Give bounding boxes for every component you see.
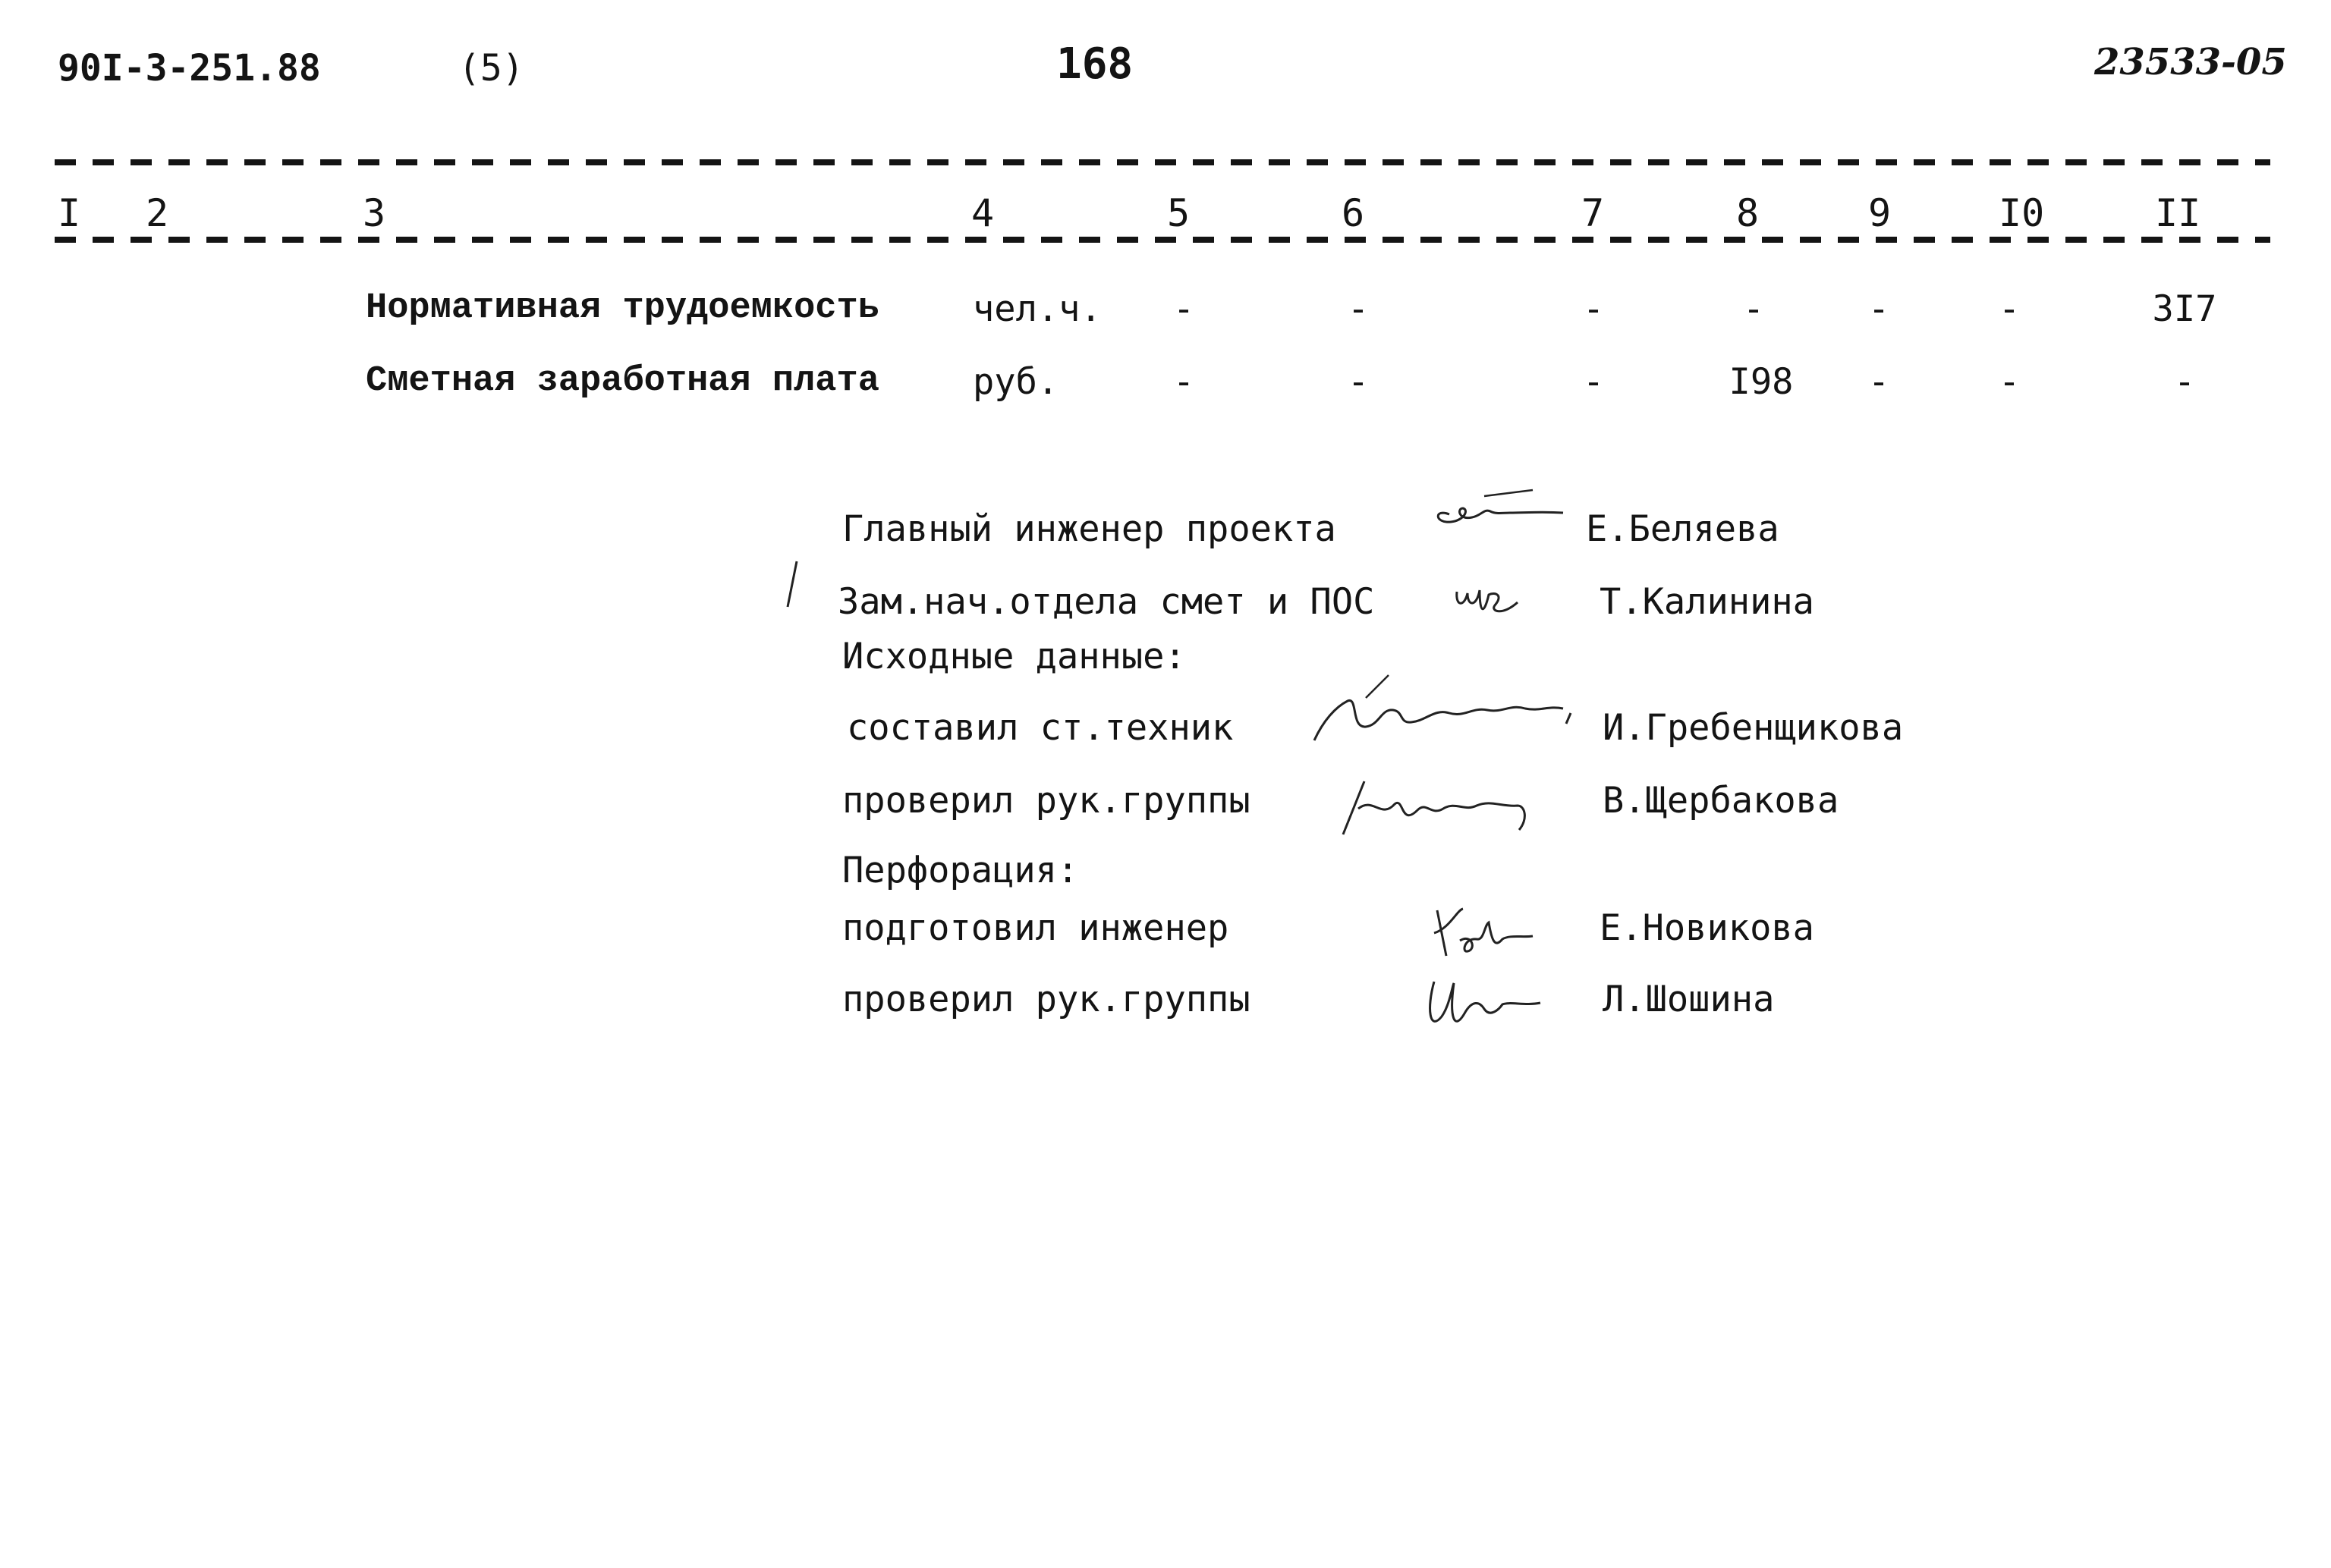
signature-novikova (1427, 895, 1540, 963)
column-number-1: I (58, 191, 81, 235)
signature-shcherbakova (1328, 766, 1540, 850)
column-number-5: 5 (1167, 191, 1191, 235)
column-number-10: I0 (1999, 191, 2045, 235)
signature-beliaeva (1419, 478, 1571, 539)
deputy-head-name: Т.Калинина (1600, 581, 1814, 623)
chief-engineer-name: Е.Беляева (1586, 508, 1779, 550)
column-number-4: 4 (971, 191, 995, 235)
signature-grebenshchikova (1305, 668, 1593, 751)
compiled-role: составил ст.техник (847, 707, 1234, 749)
table-top-rule (55, 159, 2270, 165)
table-cell: I98 (1729, 361, 1794, 403)
prepared-name: Е.Новикова (1600, 907, 1814, 949)
column-number-6: 6 (1342, 191, 1365, 235)
column-number-3: 3 (363, 191, 386, 235)
table-cell: - (1582, 288, 1605, 330)
table-cell: - (1742, 288, 1765, 330)
row-unit-wages: руб. (973, 361, 1059, 403)
column-number-9: 9 (1868, 191, 1892, 235)
table-cell: - (1998, 361, 2021, 403)
perforation-heading: Перфорация: (842, 850, 1079, 891)
table-cell: - (1172, 288, 1195, 330)
checked-2-name: Л.Шошина (1603, 979, 1775, 1020)
table-cell: - (1998, 288, 2021, 330)
page-number: 168 (1056, 39, 1134, 89)
source-data-heading: Исходные данные: (842, 636, 1186, 677)
column-number-11: II (2155, 191, 2201, 235)
checked-2-role: проверил рук.группы (842, 979, 1250, 1020)
column-number-8: 8 (1736, 191, 1760, 235)
row-unit-labor: чел.ч. (973, 288, 1102, 330)
compiled-name: И.Гребенщикова (1603, 707, 1904, 749)
row-label-labor: Нормативная трудоемкость (366, 288, 879, 328)
table-header-rule (55, 237, 2270, 243)
checked-1-name: В.Щербакова (1603, 780, 1839, 822)
prepared-role: подготовил инженер (842, 907, 1229, 949)
table-cell: - (2173, 361, 2196, 403)
column-number-2: 2 (146, 191, 169, 235)
table-cell: - (1867, 361, 1890, 403)
signature-kalinina (1449, 561, 1540, 630)
deputy-head-role: Зам.нач.отдела смет и ПОС (838, 581, 1375, 623)
column-number-7: 7 (1581, 191, 1605, 235)
checked-1-role: проверил рук.группы (842, 780, 1250, 822)
table-cell: - (1347, 288, 1370, 330)
table-cell: - (1347, 361, 1370, 403)
table-cell: 3I7 (2152, 288, 2217, 330)
row-label-wages: Сметная заработная плата (366, 361, 879, 401)
table-cell: - (1867, 288, 1890, 330)
margin-mark (782, 558, 804, 611)
chief-engineer-role: Главный инженер проекта (842, 508, 1336, 550)
album-number: (5) (458, 47, 524, 90)
table-cell: - (1582, 361, 1605, 403)
signature-shoshina (1411, 963, 1548, 1039)
document-code: 90I-3-251.88 (58, 47, 321, 90)
inventory-number: 23533-05 (2094, 41, 2287, 83)
table-cell: - (1172, 361, 1195, 403)
